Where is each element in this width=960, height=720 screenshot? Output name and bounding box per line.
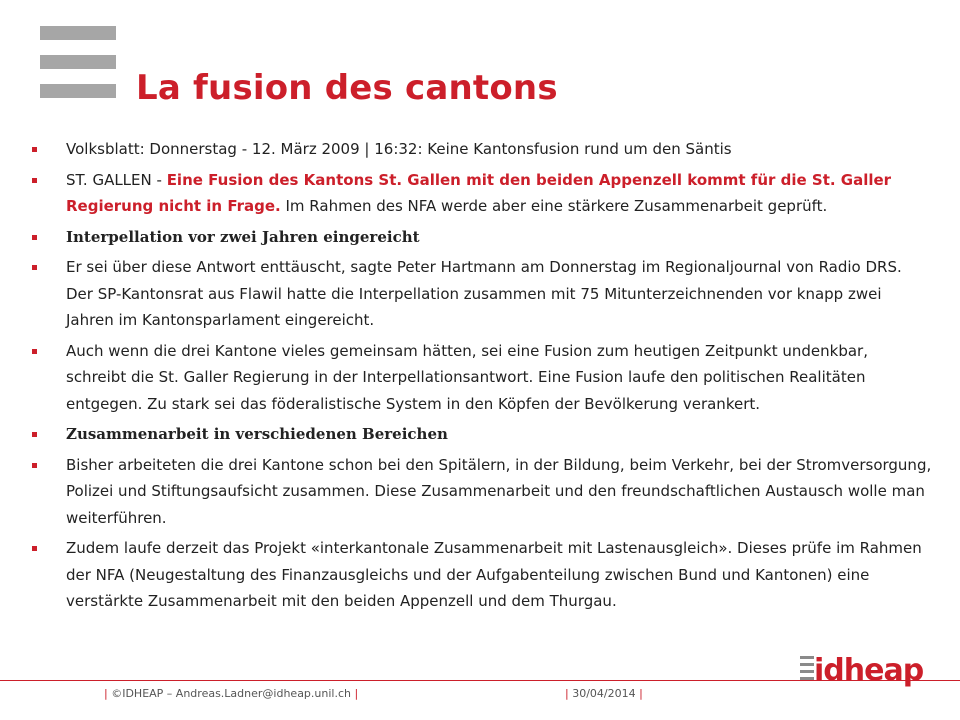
- bullet-square-icon: [32, 147, 37, 152]
- list-item: [32, 167, 932, 220]
- bullet-text: Zudem laufe derzeit das Projekt «interkantonale Zusammenarbeit mit Lastenausgleich». Dieses prüfe im Rahmen der NFA (Neugestaltung des Finanzausgleichs und der Aufgabenteilung zwischen Bund und Kantonen) eine verstärkte Zusammenarbeit mit den beiden Appenzell und dem Thurgau.: [66, 539, 922, 610]
- bullet-square-icon: [32, 546, 37, 551]
- bullet-text: Bisher arbeiteten die drei Kantone schon bei den Spitälern, in der Bildung, beim Verkehr, bei der Stromversorgung, Polizei und Stiftungsaufsicht zusammen. Diese Zusammenarbeit und den freundschaftlichen Austausch wolle man weiterführen.: [66, 455, 932, 527]
- footer-copyright-text: ©IDHEAP – Andreas.Ladner@idheap.unil.ch: [111, 687, 351, 700]
- list-item: [32, 136, 932, 163]
- idheap-logo: [800, 646, 940, 700]
- list-item: [32, 224, 932, 251]
- bullet-text: Auch wenn die drei Kantone vieles gemeinsam hätten, sei eine Fusion zum heutigen Zeitpunkt undenkbar, schreibt die St. Galler Regierung in der Interpellationsantwort. Eine Fusion laufe den politischen Realitäten entgegen. Zu stark sei das föderalistische System in den Köpfen der Bevölkerung verankert.: [66, 341, 868, 413]
- bullet-list: [32, 136, 932, 619]
- menu-bars-icon: [40, 26, 116, 113]
- idheap-logo-text: idheap: [814, 653, 924, 688]
- section-heading: Zusammenarbeit in verschiedenen Bereichen: [66, 425, 448, 443]
- footer-copyright: | ©IDHEAP – Andreas.Ladner@idheap.unil.ch |: [104, 687, 359, 700]
- bullet-text: Eine Fusion des Kantons St. Gallen mit den beiden Appenzell kommt für die St. Galler Regierung nicht in Frage.: [66, 170, 892, 215]
- bullet-square-icon: [32, 178, 37, 183]
- footer-date-text: 30/04/2014: [572, 687, 636, 700]
- bullet-square-icon: [32, 463, 37, 468]
- bullet-text: Im Rahmen des NFA werde aber eine stärkere Zusammenarbeit geprüft.: [280, 197, 828, 215]
- list-item: [32, 535, 932, 615]
- bullet-text: Volksblatt: Donnerstag - 12. März 2009 | 16:32: Keine Kantonsfusion rund um den Säntis: [66, 140, 732, 158]
- bullet-square-icon: [32, 265, 37, 270]
- bullet-square-icon: [32, 235, 37, 240]
- bullet-square-icon: [32, 432, 37, 437]
- bullet-text: Er sei über diese Antwort enttäuscht, sagte Peter Hartmann am Donnerstag im Regionaljournal von Radio DRS. Der SP-Kantonsrat aus Flawil hatte die Interpellation zusammen mit 75 Mitunterzeichnenden vor knapp zwei Jahren im Kantonsparlament eingereicht.: [66, 258, 902, 329]
- menu-bar-top: [40, 26, 116, 40]
- bullet-text: ST. GALLEN -: [66, 170, 167, 189]
- list-item: [32, 421, 932, 448]
- menu-bar-bottom: [40, 84, 116, 98]
- list-item: [32, 338, 932, 418]
- section-heading: Interpellation vor zwei Jahren eingereicht: [66, 227, 420, 246]
- footer-date: | 30/04/2014 |: [565, 687, 643, 700]
- list-item: [32, 452, 932, 532]
- menu-bar-middle: [40, 55, 116, 69]
- bullet-square-icon: [32, 349, 37, 354]
- list-item: [32, 254, 932, 334]
- page-title: La fusion des cantons: [136, 68, 558, 108]
